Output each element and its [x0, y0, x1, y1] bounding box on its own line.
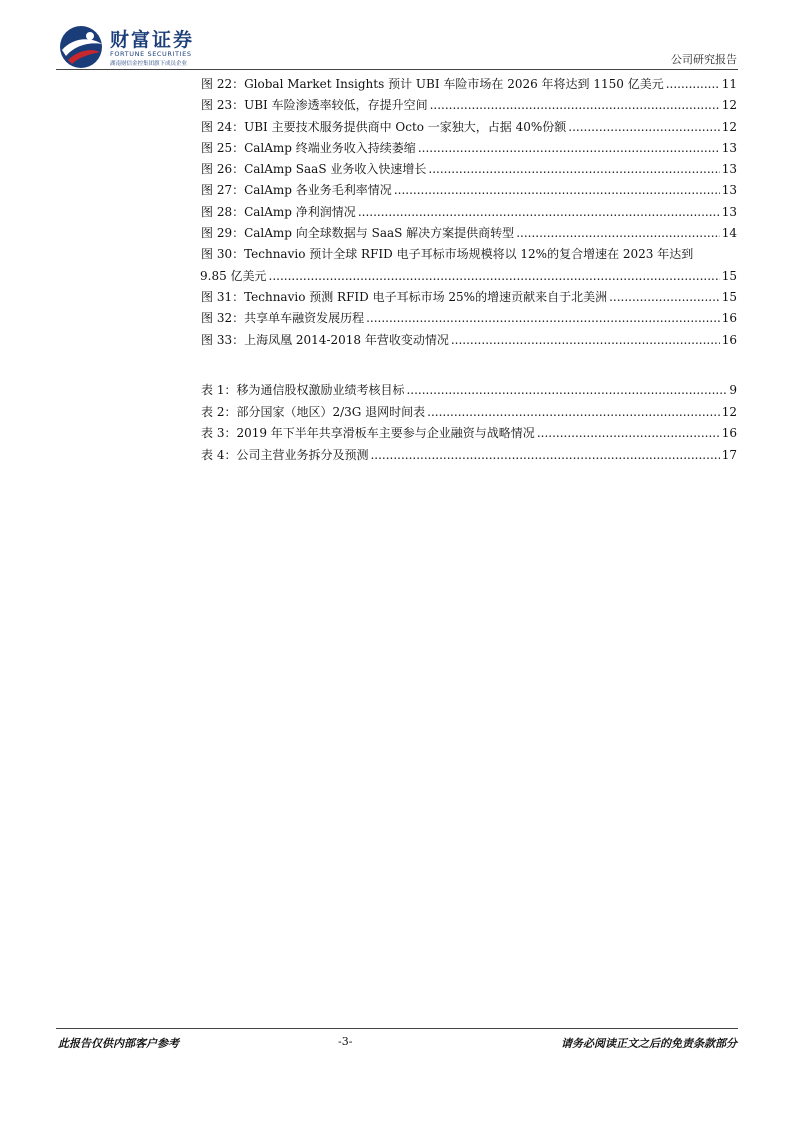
toc-entry-figure-22[interactable]: 图 22：Global Market Insights 预计 UBI 车险市场在 2026 年将达到 1150 亿美元 ..... 11: [201, 75, 737, 96]
fortune-logo-icon: [58, 24, 104, 70]
logo-chinese-name: 财富证券: [110, 29, 195, 51]
header-divider: [56, 69, 738, 70]
logo-english-name: FORTUNE SECURITIES: [110, 50, 192, 58]
toc-entry-table-1[interactable]: 表 1：移为通信股权激励业绩考核目标 ..... 9: [201, 381, 737, 403]
toc-entry-figure-27[interactable]: 图 27：CalAmp 各业务毛利率情况 ..... 13: [201, 181, 737, 202]
footer-divider: [56, 1028, 738, 1029]
document-type: 公司研究报告: [671, 53, 737, 66]
toc-entry-figure-26[interactable]: 图 26：CalAmp SaaS 业务收入快速增长 ..... 13: [201, 160, 737, 181]
toc-entry-table-3[interactable]: 表 3：2019 年下半年共享滑板车主要参与企业融资与战略情况 ..... 16: [201, 424, 737, 446]
toc-entry-figure-24[interactable]: 图 24：UBI 主要技术服务提供商中 Octo 一家独大，占据 40%份额 ..... 12: [201, 118, 737, 139]
toc-entry-figure-33[interactable]: 图 33：上海凤凰 2014-2018 年营收变动情况 ..... 16: [201, 331, 737, 352]
toc-entry-table-2[interactable]: 表 2：部分国家（地区）2/3G 退网时间表 ..... 12: [201, 403, 737, 425]
company-logo: [58, 24, 198, 70]
toc-entry-figure-29[interactable]: 图 29：CalAmp 向全球数据与 SaaS 解决方案提供商转型 ..... 14: [201, 224, 737, 245]
table-list: [201, 381, 737, 467]
footer-disclaimer-right: 请务必阅读正文之后的免责条款部分: [561, 1037, 737, 1050]
toc-entry-figure-30[interactable]: 图 30：Technavio 预计全球 RFID 电子耳标市场规模将以 12%的复合增速在 2023 年达到: [201, 247, 694, 262]
logo-subtitle: 湖南财信金控集团旗下成员企业: [110, 61, 188, 67]
toc-entry-figure-28[interactable]: 图 28：CalAmp 净利润情况 ..... 13: [201, 203, 737, 224]
page-number: -3-: [338, 1035, 353, 1048]
toc-entry-figure-32[interactable]: 图 32：共享单车融资发展历程 ..... 16: [201, 309, 737, 330]
toc-entry-figure-30-continued[interactable]: 9.85 亿美元 ..... 15: [200, 267, 737, 288]
figure-list: [201, 75, 737, 352]
toc-entry-figure-23[interactable]: 图 23：UBI 车险渗透率较低，存提升空间 ..... 12: [201, 96, 737, 117]
toc-entry-figure-25[interactable]: 图 25：CalAmp 终端业务收入持续萎缩 ..... 13: [201, 139, 737, 160]
footer-disclaimer-left: 此报告仅供内部客户参考: [58, 1037, 179, 1050]
toc-entry-table-4[interactable]: 表 4：公司主营业务拆分及预测 ..... 17: [201, 446, 737, 468]
page-header: [0, 0, 793, 80]
toc-entry-figure-31[interactable]: 图 31：Technavio 预测 RFID 电子耳标市场 25%的增速贡献来自于北美洲 ..... 15: [201, 288, 737, 309]
